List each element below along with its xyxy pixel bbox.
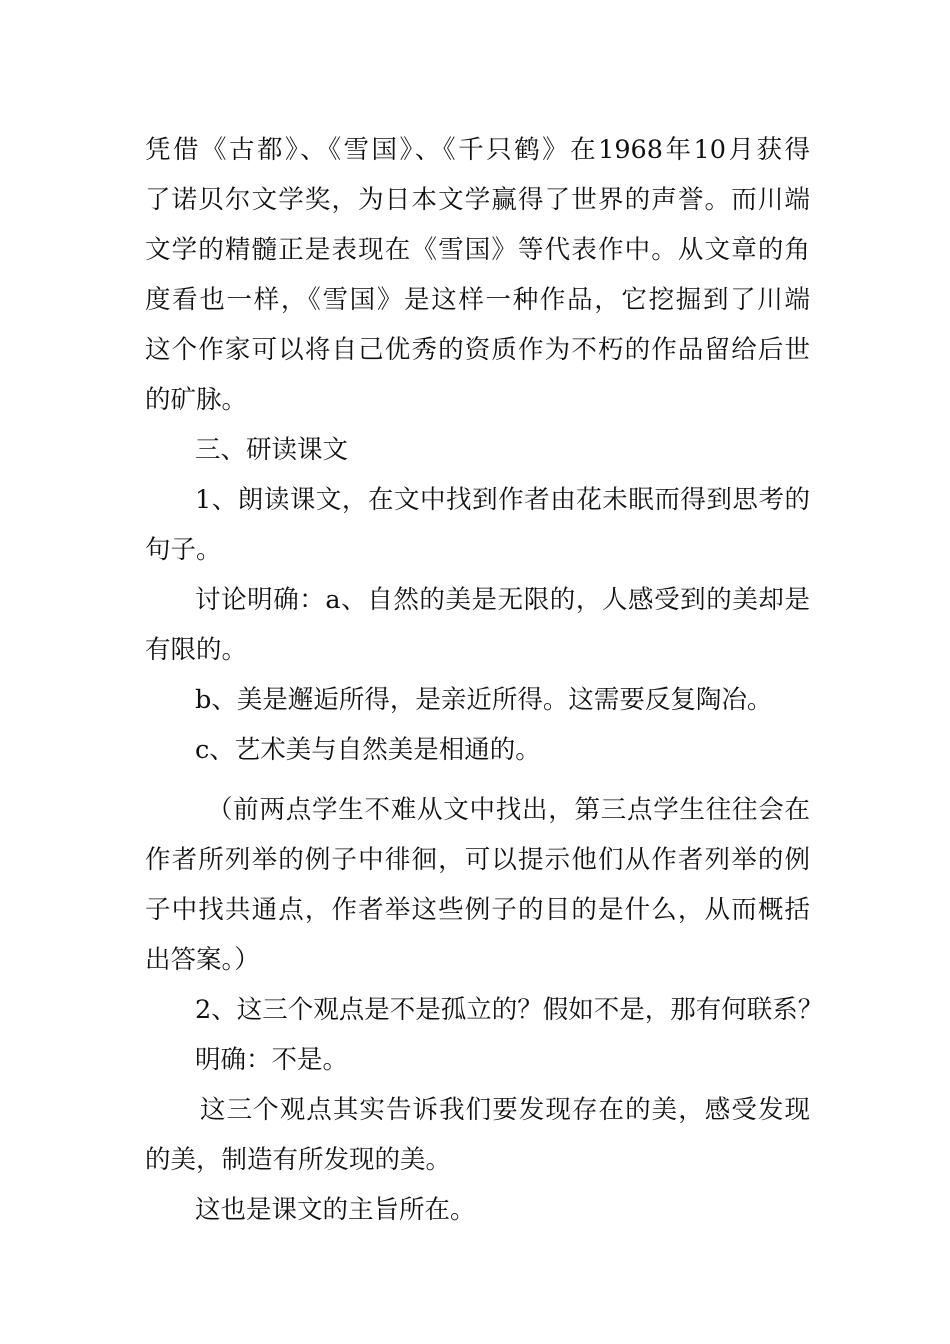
text-line: 了诺贝尔文学奖，为日本文学赢得了世界的声誉。而川端 <box>145 185 810 215</box>
text-line: 这也是课文的主旨所在。 <box>195 1195 476 1225</box>
text-line: 这三个观点其实告诉我们要发现存在的美，感受发现 <box>200 1095 810 1125</box>
text-line: 的美，制造有所发现的美。 <box>145 1145 452 1175</box>
text-line: c、艺术美与自然美是相通的。 <box>195 735 541 765</box>
text-line: 句子。 <box>145 535 222 565</box>
text-line: 凭借《古都》、《雪国》、《千只鹤》在1968年10月获得 <box>145 135 810 165</box>
text-line: 作者所列举的例子中徘徊，可以提示他们从作者列举的例 <box>145 845 810 875</box>
section-heading: 三、研读课文 <box>195 435 349 465</box>
text-line: 子中找共通点，作者举这些例子的目的是什么，从而概括 <box>145 895 810 925</box>
text-line: 度看也一样，《雪国》是这样一种作品，它挖掘到了川端 <box>145 285 810 315</box>
text-line: 2、这三个观点是不是孤立的？假如不是，那有何联系？ <box>195 995 824 1025</box>
text-line: 的矿脉。 <box>145 385 248 415</box>
text-line: b、美是邂逅所得，是亲近所得。这需要反复陶冶。 <box>195 685 773 715</box>
text-line: 1、朗读课文，在文中找到作者由花未眠而得到思考的 <box>195 485 810 515</box>
text-line: 明确：不是。 <box>195 1045 349 1075</box>
text-line: 有限的。 <box>145 635 248 665</box>
text-line: 讨论明确：a、自然的美是无限的，人感受到的美却是 <box>195 585 810 615</box>
text-line: 这个作家可以将自己优秀的资质作为不朽的作品留给后世 <box>145 335 810 365</box>
text-line: （前两点学生不难从文中找出，第三点学生往往会在 <box>207 795 810 825</box>
text-line: 文学的精髓正是表现在《雪国》等代表作中。从文章的角 <box>145 235 810 265</box>
text-line: 出答案。） <box>145 945 260 975</box>
